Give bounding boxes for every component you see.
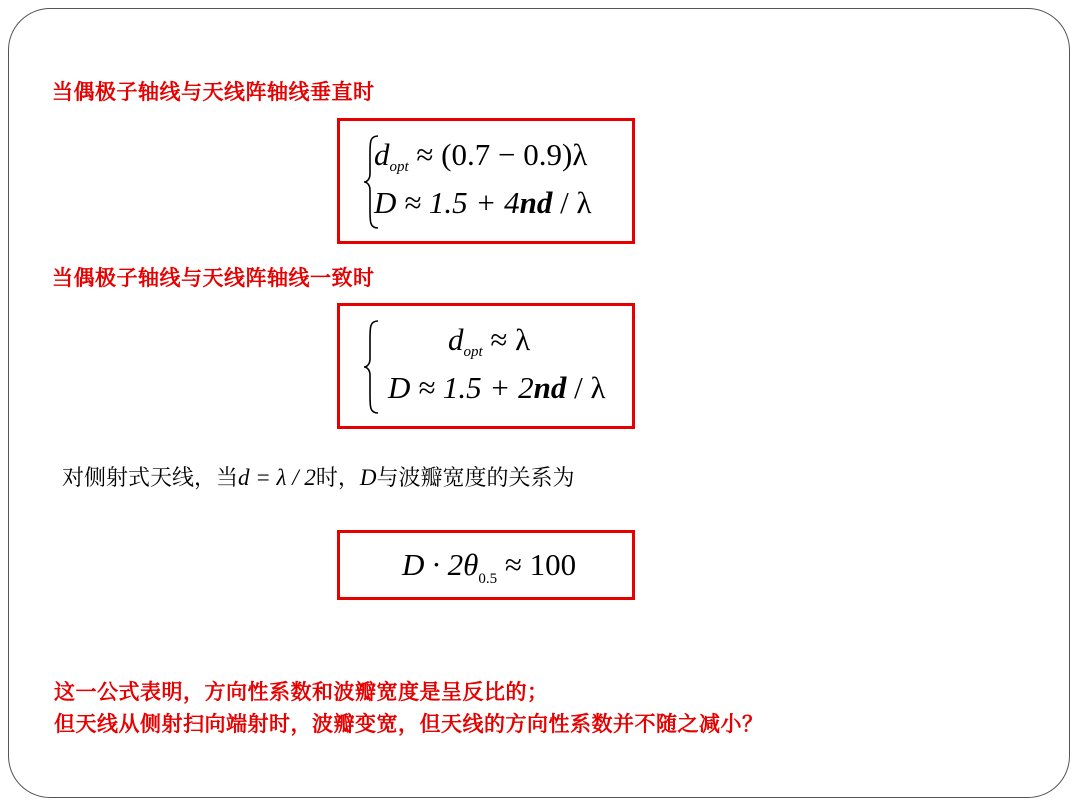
conclusion-line-1: 这一公式表明，方向性系数和波瓣宽度是呈反比的；: [54, 680, 549, 704]
conclusion-line-2: 但天线从侧射扫向端射时，波瓣变宽，但天线的方向性系数并不随之减小？: [54, 712, 764, 736]
formula-beamwidth: $D \cdot 2\theta_{0.5} \approx 100$: [402, 547, 577, 587]
sidefire-sentence: 对侧射式天线，当d = λ / 2时，D与波瓣宽度的关系为: [62, 465, 575, 491]
formula-D-line: D ≈ 1.5 + 2nd / λ: [388, 370, 606, 405]
formula-D-line: D ≈ 1.5 + 4nd / λ: [374, 185, 592, 220]
formula-d-opt-line: dopt ≈ λ: [448, 322, 531, 360]
formula-box-parallel: [337, 303, 635, 429]
formula-box-beamwidth: [337, 530, 635, 600]
left-brace-icon: [362, 319, 380, 415]
formula-box-perpendicular: [337, 118, 635, 244]
formula-d-opt-line: dopt ≈ (0.7 − 0.9)λ: [374, 137, 588, 175]
heading-parallel: 当偶极子轴线与天线阵轴线一致时: [52, 266, 375, 290]
heading-perpendicular: 当偶极子轴线与天线阵轴线垂直时: [52, 80, 375, 104]
